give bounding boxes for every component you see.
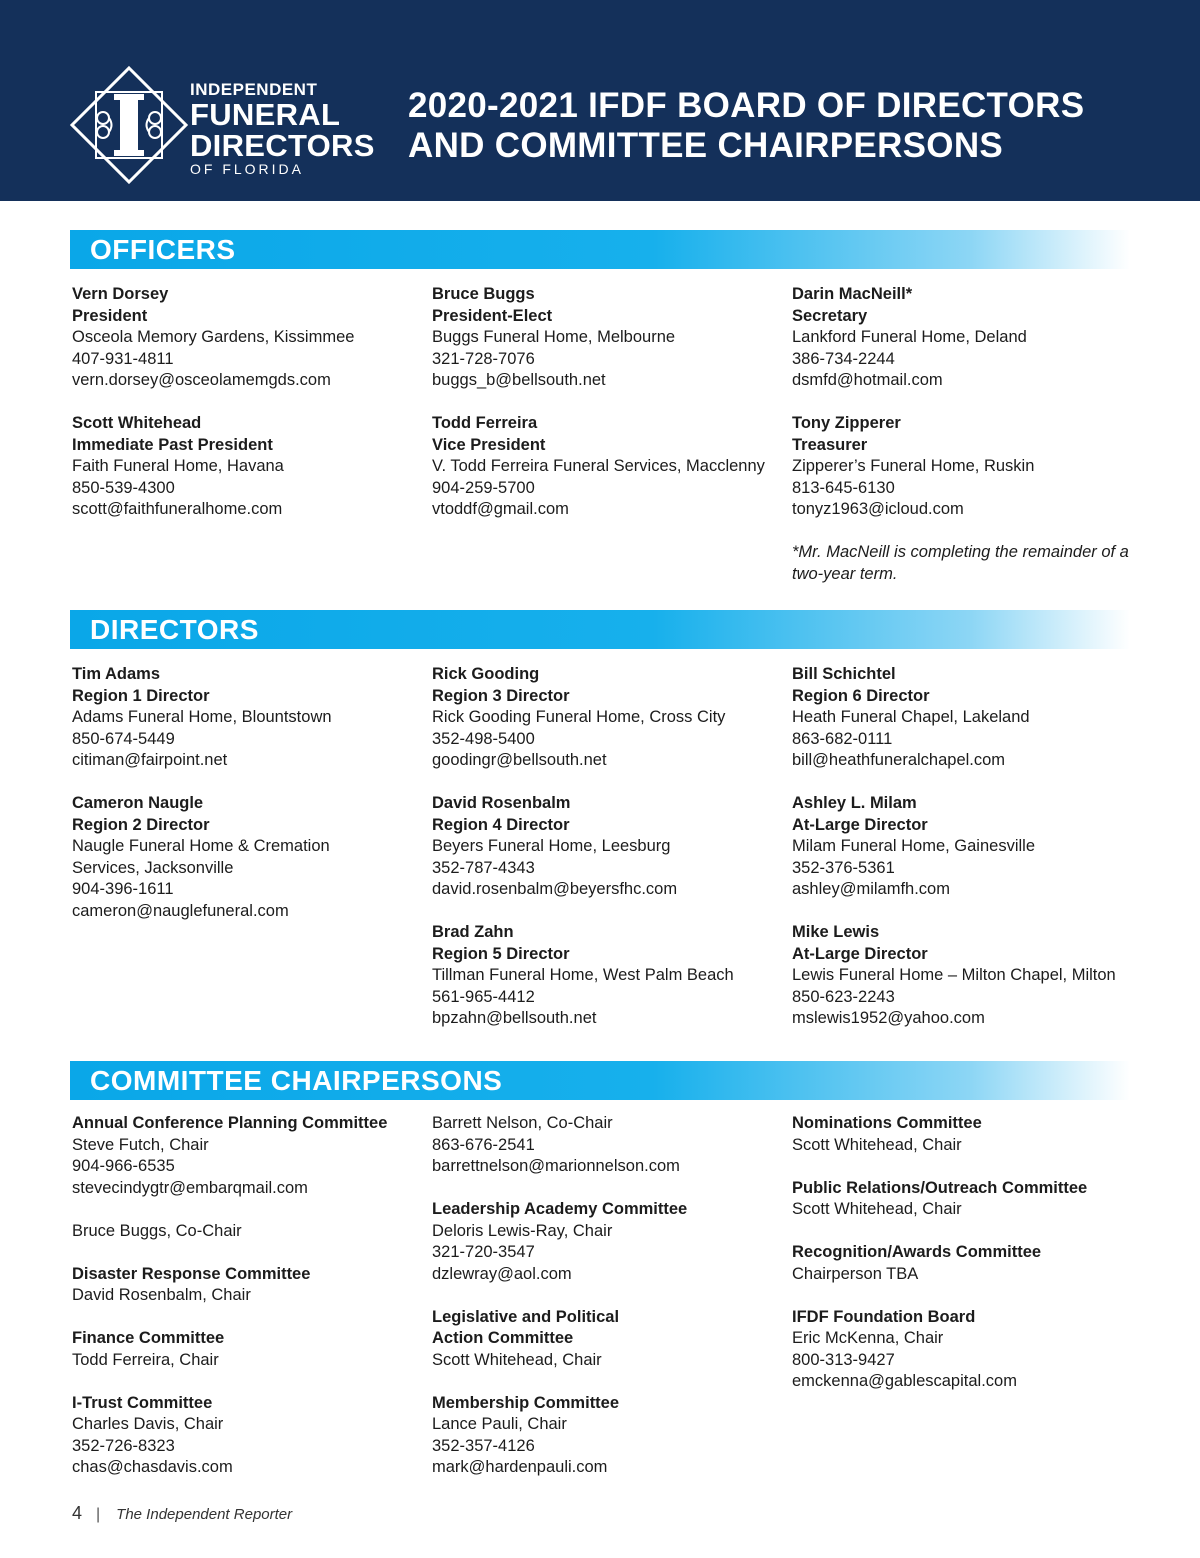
- director-email: bill@heathfuneralchapel.com: [792, 751, 1006, 769]
- officers-column-1: [72, 284, 422, 542]
- committee-phone: 863-676-2541: [432, 1135, 535, 1154]
- director-entry: [432, 793, 782, 901]
- officer-name: Todd Ferreira: [432, 414, 538, 432]
- committee-email: dzlewray@aol.com: [432, 1264, 572, 1283]
- director-email: ashley@milamfh.com: [792, 880, 950, 898]
- officer-role: Secretary: [792, 306, 868, 325]
- officers-heading: OFFICERS: [90, 234, 236, 265]
- officer-phone: 850-539-4300: [72, 478, 175, 497]
- officer-org: Lankford Funeral Home, Deland: [792, 328, 1027, 346]
- committee-chair: Chairperson TBA: [792, 1264, 919, 1283]
- director-role: Region 3 Director: [432, 686, 570, 705]
- officer-role: Treasurer: [792, 435, 868, 454]
- director-org: Milam Funeral Home, Gainesville: [792, 837, 1035, 855]
- director-role: Region 1 Director: [72, 686, 210, 705]
- committee-phone: 904-966-6535: [72, 1157, 175, 1175]
- committee-entry: [72, 1393, 422, 1479]
- committee-chair: Scott Whitehead, Chair: [792, 1135, 962, 1154]
- officer-name: Scott Whitehead: [72, 414, 202, 432]
- officer-name: Tony Zipperer: [792, 414, 901, 432]
- director-org: Heath Funeral Chapel, Lakeland: [792, 708, 1030, 726]
- committee-phone: 800-313-9427: [792, 1350, 895, 1369]
- officer-email: tonyz1963@icloud.com: [792, 500, 964, 518]
- committee-entry: [792, 1178, 1142, 1221]
- officer-name: Vern Dorsey: [72, 285, 169, 303]
- logo-diamond-icon: [70, 66, 188, 184]
- committee-entry: [432, 1199, 782, 1285]
- committee-chair: Deloris Lewis-Ray, Chair: [432, 1221, 613, 1240]
- committee-chair: Eric McKenna, Chair: [792, 1329, 944, 1347]
- committee-phone: 352-726-8323: [72, 1436, 175, 1455]
- officer-entry: [72, 413, 422, 521]
- committee-cochair: Bruce Buggs, Co-Chair: [72, 1221, 242, 1240]
- director-email: citiman@fairpoint.net: [72, 751, 228, 769]
- committee-chair: Charles Davis, Chair: [72, 1415, 224, 1433]
- page-header: [0, 0, 1200, 201]
- director-entry: [792, 922, 1142, 1030]
- directors-column-2: [432, 664, 782, 1051]
- committee-entry: [792, 1307, 1142, 1393]
- director-name: Ashley L. Milam: [792, 794, 917, 812]
- director-phone: 352-498-5400: [432, 729, 535, 748]
- officer-entry: [432, 413, 782, 521]
- committee-entry: [72, 1221, 422, 1243]
- committee-entry: [432, 1307, 782, 1372]
- committee-title: Finance Committee: [72, 1329, 225, 1347]
- committees-heading: COMMITTEE CHAIRPERSONS: [90, 1065, 503, 1096]
- director-entry: [792, 793, 1142, 901]
- officer-name: Bruce Buggs: [432, 285, 535, 303]
- director-name: Tim Adams: [72, 665, 161, 683]
- committees-section-header: [70, 1061, 1130, 1100]
- directors-heading: DIRECTORS: [90, 614, 259, 645]
- committee-title: Nominations Committee: [792, 1114, 982, 1132]
- officer-role: Immediate Past President: [72, 435, 273, 454]
- director-phone: 904-396-1611: [72, 880, 174, 898]
- director-entry: [792, 664, 1142, 772]
- officer-phone: 813-645-6130: [792, 478, 895, 497]
- logo-line-1: INDEPENDENT: [190, 80, 318, 99]
- footnote-line-1: *Mr. MacNeill is completing the remainder of a: [792, 543, 1129, 561]
- committees-column-3: [792, 1113, 1142, 1414]
- director-role: Region 4 Director: [432, 815, 570, 834]
- officer-email: vern.dorsey@osceolamemgds.com: [72, 371, 331, 389]
- director-org: Naugle Funeral Home & Cremation: [72, 837, 330, 855]
- page-title-line-1: 2020-2021 IFDF BOARD OF DIRECTORS: [408, 86, 1085, 125]
- officer-name: Darin MacNeill*: [792, 285, 913, 303]
- page-title: [408, 86, 1168, 166]
- officers-column-3: [792, 284, 1142, 607]
- officers-column-2: [432, 284, 782, 542]
- committee-title: I-Trust Committee: [72, 1393, 213, 1412]
- director-email: bpzahn@bellsouth.net: [432, 1009, 597, 1027]
- officer-entry: [72, 284, 422, 392]
- committee-entry: [432, 1113, 782, 1178]
- director-phone: 561-965-4412: [432, 987, 535, 1006]
- officer-org: Buggs Funeral Home, Melbourne: [432, 328, 676, 346]
- committees-column-1: [72, 1113, 422, 1500]
- committee-email: mark@hardenpauli.com: [432, 1458, 608, 1476]
- officer-org: V. Todd Ferreira Funeral Services, Macclenny: [432, 457, 765, 475]
- committee-title: Public Relations/Outreach Committee: [792, 1178, 1088, 1197]
- page-number: 4: [72, 1503, 83, 1523]
- officer-org: Zipperer’s Funeral Home, Ruskin: [792, 457, 1035, 475]
- director-name: Bill Schichtel: [792, 665, 896, 683]
- officer-entry: [792, 413, 1142, 521]
- officer-role: President: [72, 306, 148, 325]
- officer-org: Osceola Memory Gardens, Kissimmee: [72, 328, 355, 346]
- directors-section-header: [70, 610, 1130, 649]
- committee-entry: [72, 1113, 422, 1199]
- director-org: Adams Funeral Home, Blountstown: [72, 708, 332, 726]
- committee-title: Membership Committee: [432, 1393, 620, 1412]
- committee-email: emckenna@gablescapital.com: [792, 1372, 1017, 1390]
- officer-email: dsmfd@hotmail.com: [792, 371, 943, 389]
- officer-phone: 407-931-4811: [72, 349, 174, 368]
- logo-wordmark: [190, 81, 375, 176]
- director-org: Lewis Funeral Home – Milton Chapel, Milton: [792, 966, 1116, 984]
- director-phone: 352-376-5361: [792, 858, 895, 877]
- director-email: cameron@nauglefuneral.com: [72, 901, 289, 920]
- director-name: Rick Gooding: [432, 665, 540, 683]
- term-footnote: [792, 542, 1142, 585]
- committee-entry: [792, 1113, 1142, 1156]
- director-role: Region 5 Director: [432, 944, 570, 963]
- logo-line-3: DIRECTORS: [190, 128, 375, 163]
- logo-line-2: FUNERAL: [190, 97, 341, 132]
- committee-chair: Scott Whitehead, Chair: [432, 1350, 602, 1369]
- directors-column-1: [72, 664, 422, 944]
- director-role: At-Large Director: [792, 944, 928, 963]
- directors-column-3: [792, 664, 1142, 1051]
- committee-title: Recognition/Awards Committee: [792, 1243, 1042, 1261]
- director-entry: [72, 793, 422, 922]
- director-role: Region 6 Director: [792, 686, 930, 705]
- committee-entry: [72, 1328, 422, 1371]
- officer-entry: [792, 284, 1142, 392]
- committees-column-2: [432, 1113, 782, 1500]
- committee-chair: Todd Ferreira, Chair: [72, 1350, 219, 1369]
- publication-name: The Independent Reporter: [116, 1506, 293, 1523]
- committee-email: stevecindygtr@embarqmail.com: [72, 1178, 308, 1197]
- page-title-line-2: AND COMMITTEE CHAIRPERSONS: [408, 126, 1004, 165]
- director-email: goodingr@bellsouth.net: [432, 751, 607, 769]
- committee-title-cont: Action Committee: [432, 1329, 574, 1347]
- director-name: David Rosenbalm: [432, 794, 571, 812]
- committee-entry: [792, 1242, 1142, 1285]
- ifdf-logo: [70, 66, 375, 184]
- committee-entry: [72, 1264, 422, 1307]
- committee-chair: Scott Whitehead, Chair: [792, 1200, 962, 1218]
- committee-phone: 352-357-4126: [432, 1436, 535, 1455]
- director-name: Cameron Naugle: [72, 794, 204, 812]
- committee-email: chas@chasdavis.com: [72, 1458, 233, 1476]
- officer-email: vtoddf@gmail.com: [432, 500, 569, 518]
- page-footer: [72, 1503, 292, 1524]
- director-entry: [432, 664, 782, 772]
- committee-chair: Lance Pauli, Chair: [432, 1415, 567, 1433]
- director-entry: [72, 664, 422, 772]
- committee-entry: [432, 1393, 782, 1479]
- director-role: At-Large Director: [792, 815, 928, 834]
- officer-role: Vice President: [432, 435, 546, 454]
- committee-chair: Steve Futch, Chair: [72, 1135, 209, 1154]
- director-org: Beyers Funeral Home, Leesburg: [432, 837, 671, 855]
- officer-phone: 321-728-7076: [432, 349, 535, 368]
- director-phone: 850-623-2243: [792, 987, 895, 1006]
- committee-chair: David Rosenbalm, Chair: [72, 1286, 251, 1304]
- director-email: mslewis1952@yahoo.com: [792, 1009, 985, 1027]
- director-email: david.rosenbalm@beyersfhc.com: [432, 880, 678, 898]
- officer-email: buggs_b@bellsouth.net: [432, 371, 606, 389]
- director-org: Tillman Funeral Home, West Palm Beach: [432, 966, 734, 984]
- committee-title: Annual Conference Planning Committee: [72, 1114, 388, 1132]
- committee-email: barrettnelson@marionnelson.com: [432, 1157, 680, 1175]
- director-name: Mike Lewis: [792, 923, 880, 941]
- committee-cochair: Barrett Nelson, Co-Chair: [432, 1114, 613, 1132]
- director-org-cont: Services, Jacksonville: [72, 858, 234, 877]
- director-entry: [432, 922, 782, 1030]
- director-role: Region 2 Director: [72, 815, 210, 834]
- committee-title: Leadership Academy Committee: [432, 1200, 688, 1218]
- officer-phone: 904-259-5700: [432, 478, 535, 497]
- committee-title: Legislative and Political: [432, 1307, 620, 1326]
- footnote-line-2: two-year term.: [792, 564, 898, 583]
- committee-title: Disaster Response Committee: [72, 1264, 311, 1283]
- director-phone: 352-787-4343: [432, 858, 535, 877]
- logo-line-4: OF FLORIDA: [190, 161, 305, 177]
- footer-separator: |: [96, 1506, 101, 1523]
- director-phone: 850-674-5449: [72, 729, 175, 748]
- committee-title: IFDF Foundation Board: [792, 1307, 976, 1326]
- director-phone: 863-682-0111: [792, 729, 893, 748]
- officer-org: Faith Funeral Home, Havana: [72, 457, 284, 475]
- officer-phone: 386-734-2244: [792, 349, 895, 368]
- officers-section-header: [70, 230, 1130, 269]
- committee-phone: 321-720-3547: [432, 1243, 535, 1261]
- director-name: Brad Zahn: [432, 923, 514, 941]
- director-org: Rick Gooding Funeral Home, Cross City: [432, 708, 726, 726]
- officer-entry: [432, 284, 782, 392]
- officer-email: scott@faithfuneralhome.com: [72, 500, 283, 518]
- officer-role: President-Elect: [432, 306, 553, 325]
